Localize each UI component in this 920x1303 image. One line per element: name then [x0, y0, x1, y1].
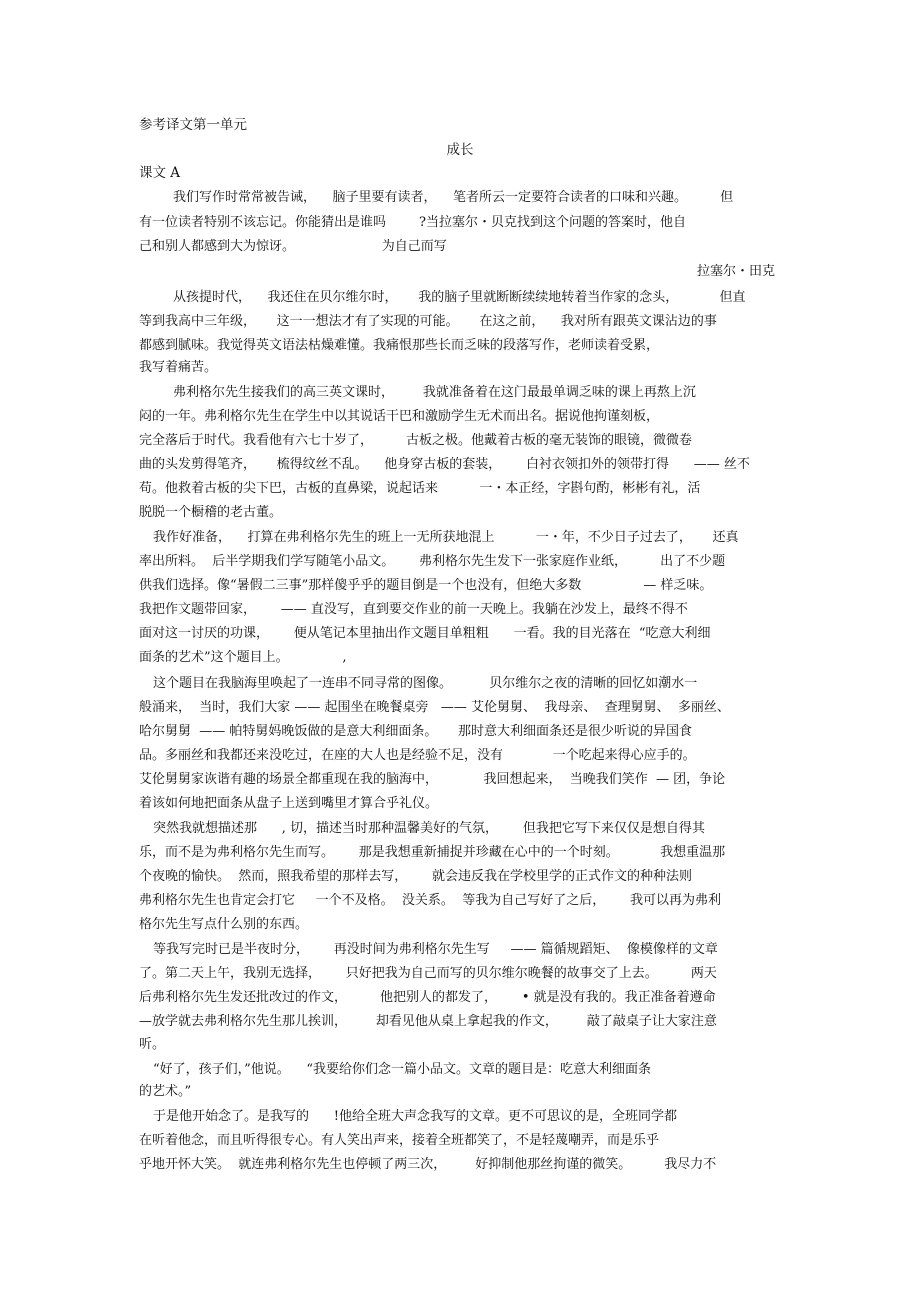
paragraph-2-line: 苟。他救着古板的尖下巴，古板的直鼻梁，说起话来 一・本正经，字斟句酌，彬彬有礼，活 [139, 481, 701, 496]
paragraph-5-line: 突然我就想描述那 , 切，描述当时那种温馨美好的气氛， 但我把它写下来仅仅是想自得其 [153, 821, 705, 836]
intro-line: 有一位读者特别不该忘记。你能猜出是谁吗 ?当拉塞尔・贝克找到这个问题的答案时，他自 [139, 215, 687, 230]
paragraph-7-line: 的艺术。” [139, 1084, 192, 1099]
paragraph-3-line: 供我们选择。像“暑假二三事”那样傻乎乎的题目倒是一个也没有，但绝大多数 — 样乏味。 [139, 578, 713, 593]
paragraph-3-line: 我作好准备， 打算在弗利格尔先生的班上一无所获地混上 一・年，不少日子过去了， 还真 [153, 530, 739, 545]
paragraph-4-line: 着该如何地把面条从盘子上送到嘴里才算合乎礼仪。 [139, 796, 439, 811]
paragraph-2-line: 脱脱一个橱稽的老古董。 [139, 505, 283, 520]
paragraph-2-line: 完全落后于时代。我看他有六七十岁了， 古板之极。他戴着古板的毫无装饰的眼镜，微微卷 [139, 433, 693, 448]
paragraph-3-line: 面条的艺术”这个题目上。 , [139, 650, 347, 665]
paragraph-1-line: 等到我高中三年级， 这一一想法才有了实现的可能。 在这之前， 我对所有跟英文课沾边的事 [139, 314, 717, 329]
paragraph-6-line: 了。第二天上午，我别无选择， 只好把我为自己而写的贝尔维尔晚餐的故事交了上去。 两天 [139, 966, 717, 981]
paragraph-6-line: 听。 [139, 1037, 166, 1052]
paragraph-6-line: —放学就去弗利格尔先生那儿挨训， 却看见他从桌上拿起我的作文， 敲了敲桌子让大家注意 [139, 1014, 717, 1029]
paragraph-3-line: 我把作文题带回家， —— 直没写，直到要交作业的前一天晚上。我躺在沙发上，最终不得不 [139, 602, 688, 617]
paragraph-5-line: 弗利格尔先生也肯定会打它 一个不及格。 没关系。 等我为自己写好了之后， 我可以再为弗利 [139, 893, 721, 908]
paragraph-4-line: 这个题目在我脑海里唤起了一连串不同寻常的图像。 贝尔维尔之夜的清晰的回忆如潮水一 [153, 676, 698, 691]
paragraph-3-line: 率出所料。 后半学期我们学写随笔小品文。 弗利格尔先生发下一张家庭作业纸， 出了不少题 [139, 554, 726, 569]
section-label: 参考译文第一单元 [139, 117, 247, 133]
paragraph-8-line: 在听着他念，而且听得很专心。有人笑出声来，接着全班都笑了，不是轻蔑嘲弄，而是乐乎 [139, 1133, 660, 1148]
author-name: 拉塞尔・田克 [696, 264, 775, 279]
text-label: 课文 A [139, 165, 181, 181]
paragraph-5-line: 乐，而不是为弗利格尔先生而写。 那是我想重新捕捉并珍藏在心中的一个时刻。 我想重温那 [139, 845, 726, 860]
paragraph-3-line: 面对这一讨厌的功课， 便从笔记本里抽出作文题目单粗粗 一看。我的目光落在 “吃意大利细 [139, 626, 711, 641]
paragraph-8-line: 于是他开始念了。是我写的 !他给全班大声念我写的文章。更不可思议的是，全班同学都 [153, 1109, 678, 1124]
paragraph-2-line: 曲的头发剪得笔齐， 梳得纹丝不乱。 他身穿古板的套装， 白衬衣领扣外的领带打得 —— 丝不 [139, 457, 750, 472]
paragraph-6-line: 等我写完时已是半夜时分， 再没时间为弗利格尔先生写 —— 篇循规蹈矩、 像模像样的文章 [153, 942, 718, 957]
paragraph-4-line: 品。多丽丝和我都还来没吃过，在座的大人也是经验不足，没有 一个吃起来得心应手的。 [139, 748, 696, 763]
intro-line: 己和别人都感到大为惊讶。 为自己而写 [139, 239, 447, 254]
paragraph-4-line: 艾伦舅舅家诙谐有趣的场景全都重现在我的脑海中， 我回想起来， 当晚我们笑作 — 团，争论 [139, 772, 726, 787]
intro-line: 我们写作时常常被告诫， 脑子里要有读者， 笔者所云一定要符合读者的口味和兴趣。 但 [173, 190, 734, 205]
paragraph-2-line: 闷的一年。弗利格尔先生在学生中以其说话干巴和激励学生无术而出名。据说他拘谨刻板， [139, 409, 660, 424]
paragraph-4-line: 哈尔舅舅 —— 帕特舅妈晚饭做的是意大利细面条。 那时意大利细面条还是很少听说的异国食 [139, 724, 693, 739]
paragraph-5-line: 格尔先生写点什么别的东西。 [139, 917, 309, 932]
paragraph-2-line: 弗利格尔先生接我们的高三英文课时， 我就准备着在这门最最单调乏味的课上再熬上沉 [173, 385, 696, 400]
paragraph-1-line: 从孩提时代， 我还住在贝尔维尔时， 我的脑子里就断断续续地转着当作家的念头， 但直 [173, 290, 746, 305]
paragraph-4-line: 般涌来， 当时，我们大家 —— 起围坐在晚餐桌旁 —— 艾伦舅舅、 我母亲、 查理舅舅、 多丽丝、 [139, 700, 730, 715]
paragraph-6-line: 后弗利格尔先生发还批改过的作文， 他把别人的都发了， • 就是没有我的。我正准备着遵命 [139, 990, 716, 1005]
paragraph-1-line: 都感到腻味。我觉得英文语法枯燥难懂。我痛恨那些长而乏味的段落写作，老师读着受累， [139, 338, 660, 353]
paragraph-1-line: 我写着痛苦。 [139, 360, 218, 375]
unit-title: 成长 [446, 142, 474, 158]
paragraph-5-line: 个夜晚的愉快。 然而，照我希望的那样去写， 就会违反我在学校里学的正式作文的种种法则 [139, 869, 693, 884]
paragraph-8-line: 乎地开怀大笑。 就连弗利格尔先生也停顿了两三次， 好抑制他那丝拘谨的微笑。 我尽力不 [139, 1157, 717, 1172]
paragraph-7-line: “好了，孩子们，”他说。 “我要给你们念一篇小品文。文章的题目是：吃意大利细面条 [153, 1062, 651, 1077]
